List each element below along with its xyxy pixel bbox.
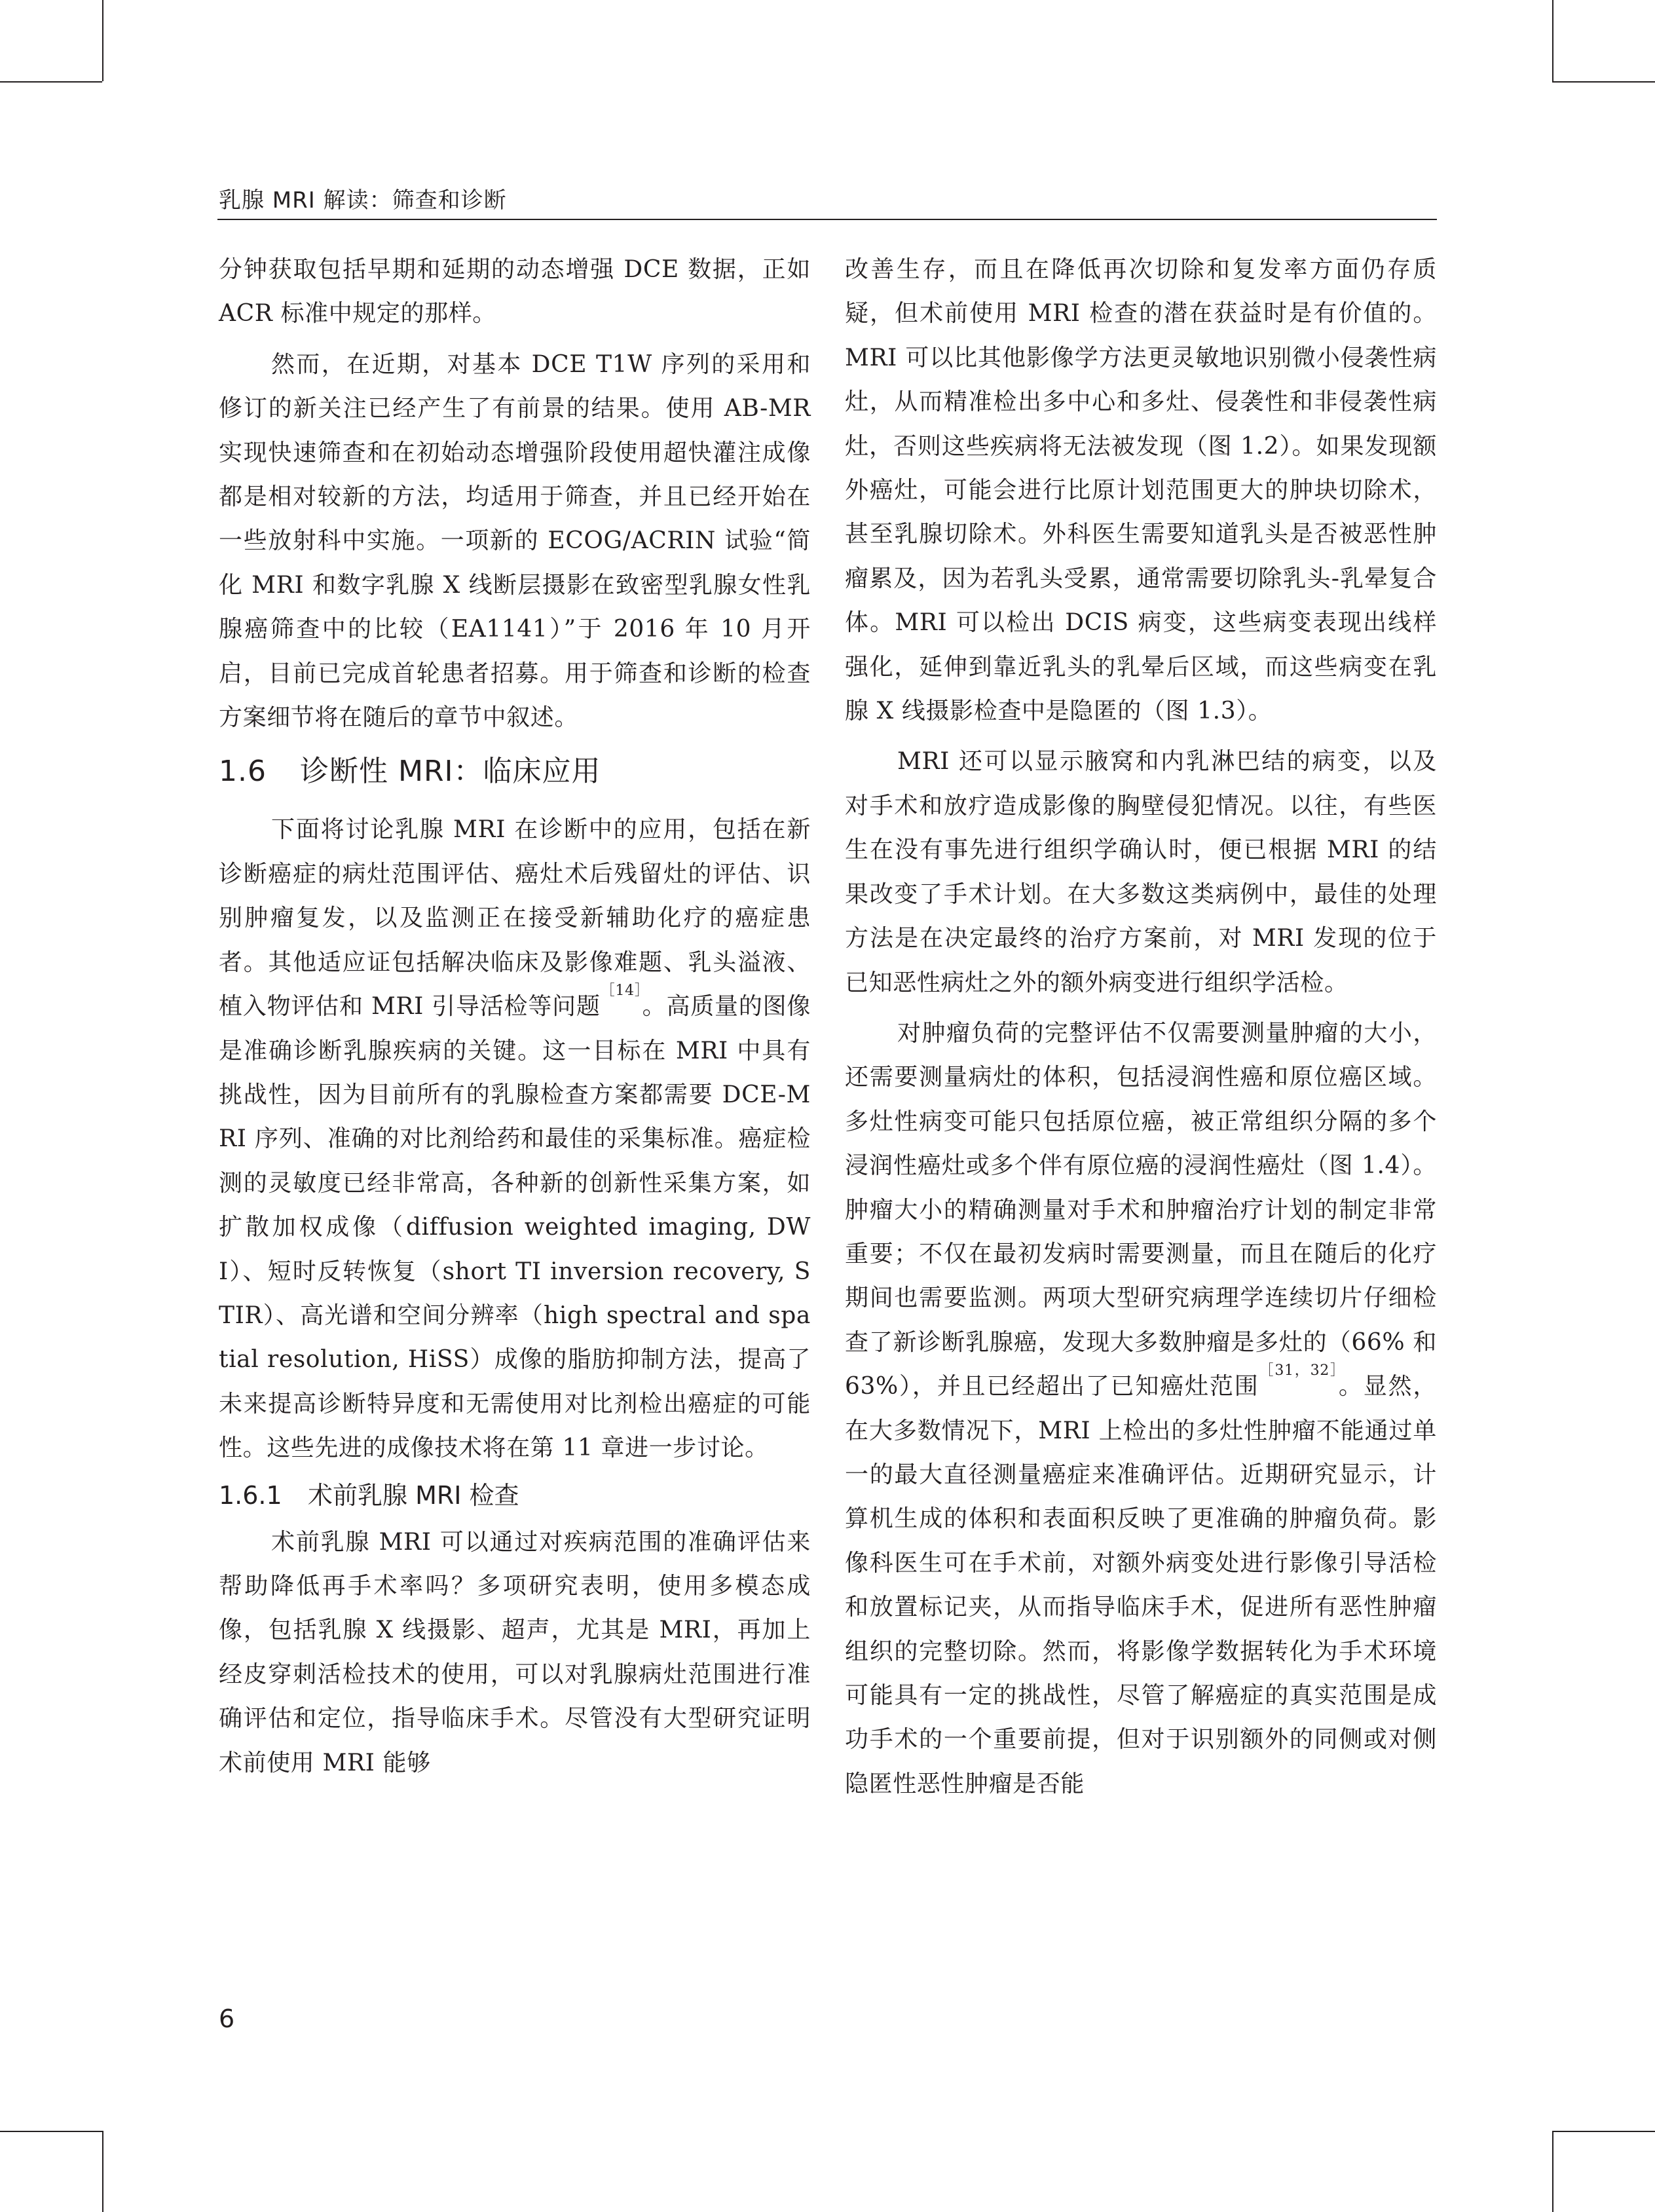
subsection-heading xyxy=(219,1474,811,1516)
crop-mark xyxy=(1552,2131,1655,2132)
paragraph-text: 下面将讨论乳腺 MRI 在诊断中的应用，包括在新诊断癌症的病灶范围评估、癌灶术后残留灶的评估、识别肿瘤复发，以及监测正在接受新辅助化疗的癌症患者。其他适应证包括解决临床及影像难题、乳头溢液、植入物评估和 MRI 引导活检等问题 xyxy=(219,816,811,1021)
paragraph: MRI 还可以显示腋窝和内乳淋巴结的病变，以及对手术和放疗造成影像的胸壁侵犯情况。以往，有些医生在没有事先进行组织学确认时，便已根据 MRI 的结果改变了手术计划。在大多数这类病例中，最佳的处理方法是在决定最终的治疗方案前，对 MRI 发现的位于已知恶性病灶之外的额外病变进行组织学活检。 xyxy=(845,748,1437,996)
crop-mark xyxy=(1552,0,1553,81)
paragraph-text: 对肿瘤负荷的完整评估不仅需要测量肿瘤的大小，还需要测量病灶的体积，包括浸润性癌和原位癌区域。多灶性病变可能只包括原位癌，被正常组织分隔的多个浸润性癌灶或多个伴有原位癌的浸润性癌灶（图 1.4）。肿瘤大小的精确测量对手术和肿瘤治疗计划的制定非常重要；不仅在最初发病时需要测量，而且在随后的化疗期间也需要监测。两项大型研究病理学连续切片仔细检查了新诊断乳腺癌，发现大多数肿瘤是多灶的（66% 和 63%），并且已经超出了已知癌灶范围 xyxy=(845,1019,1437,1400)
paragraph: 分钟获取包括早期和延期的动态增强 DCE 数据，正如 ACR 标准中规定的那样。 xyxy=(219,256,811,328)
paragraph xyxy=(219,808,811,1470)
header-rule xyxy=(217,219,1437,220)
section-title: 诊断性 MRI：临床应用 xyxy=(300,755,601,789)
running-head: 乳腺 MRI 解读：筛查和诊断 xyxy=(219,187,507,214)
crop-mark xyxy=(1552,81,1655,83)
crop-mark xyxy=(102,2131,103,2212)
crop-mark xyxy=(1552,2131,1553,2212)
page-number: 6 xyxy=(219,2004,235,2033)
section-heading xyxy=(219,749,811,795)
crop-mark xyxy=(0,2131,102,2132)
citation: ［31，32］ xyxy=(1259,1362,1339,1379)
crop-mark xyxy=(102,0,103,81)
paragraph-text: 。显然，在大多数情况下，MRI 上检出的多灶性肿瘤不能通过单一的最大直径测量癌症来准确评估。近期研究显示，计算机生成的体积和表面积反映了更准确的肿瘤负荷。影像科医生可在手术前，对额外病变处进行影像引导活检和放置标记夹，从而指导临床手术，促进所有恶性肿瘤组织的完整切除。然而，将影像学数据转化为手术环境可能具有一定的挑战性，尽管了解癌症的真实范围是成功手术的一个重要前提，但对于识别额外的同侧或对侧隐匿性恶性肿瘤是否能 xyxy=(845,1373,1437,1797)
section-number: 1.6 xyxy=(219,755,267,789)
crop-mark xyxy=(0,81,102,83)
paragraph: 改善生存，而且在降低再次切除和复发率方面仍存质疑，但术前使用 MRI 检查的潜在获益时是有价值的。MRI 可以比其他影像学方法更灵敏地识别微小侵袭性病灶，从而精准检出多中心和多灶、侵袭性和非侵袭性病灶，否则这些疾病将无法被发现（图 1.2）。如果发现额外癌灶，可能会进行比原计划范围更大的肿块切除术，甚至乳腺切除术。外科医生需要知道乳头是否被恶性肿瘤累及，因为若乳头受累，通常需要切除乳头-乳晕复合体。MRI 可以检出 DCIS 病变，这些病变表现出线样强化，延伸到靠近乳头的乳晕后区域，而这些病变在乳腺 X 线摄影检查中是隐匿的（图 1.3）。 xyxy=(845,256,1437,725)
paragraph: 术前乳腺 MRI 可以通过对疾病范围的准确评估来帮助降低再手术率吗？多项研究表明，使用多模态成像，包括乳腺 X 线摄影、超声，尤其是 MRI，再加上经皮穿刺活检技术的使用，可以对乳腺病灶范围进行准确评估和定位，指导临床手术。尽管没有大型研究证明术前使用 MRI 能够 xyxy=(219,1528,811,1776)
left-column xyxy=(219,248,811,1785)
subsection-title: 术前乳腺 MRI 检查 xyxy=(308,1480,519,1510)
right-column xyxy=(845,248,1437,1806)
subsection-number: 1.6.1 xyxy=(219,1480,282,1510)
citation: ［14］ xyxy=(600,983,642,1000)
paragraph xyxy=(845,1011,1437,1806)
paragraph-text: 。高质量的图像是准确诊断乳腺疾病的关键。这一目标在 MRI 中具有挑战性，因为目前所有的乳腺检查方案都需要 DCE-MRI 序列、准确的对比剂给药和最佳的采集标准。癌症检测的灵敏度已经非常高，各种新的创新性采集方案，如扩散加权成像（diffusion weighted imaging, DWI）、短时反转恢复（short TI inversion recovery, STIR）、高光谱和空间分辨率（high spectral and spatial resolution, HiSS）成像的脂肪抑制方法，提高了未来提高诊断特异度和无需使用对比剂检出癌症的可能性。这些先进的成像技术将在第 11 章进一步讨论。 xyxy=(219,993,811,1462)
paragraph: 然而，在近期，对基本 DCE T1W 序列的采用和修订的新关注已经产生了有前景的结果。使用 AB-MR 实现快速筛查和在初始动态增强阶段使用超快灌注成像都是相对较新的方法，均适用于筛查，并且已经开始在一些放射科中实施。一项新的 ECOG/ACRIN 试验“简化 MRI 和数字乳腺 X 线断层摄影在致密型乳腺女性乳腺癌筛查中的比较（EA1141）”于 2016 年 10 月开启，目前已完成首轮患者招募。用于筛查和诊断的检查方案细节将在随后的章节中叙述。 xyxy=(219,350,811,732)
